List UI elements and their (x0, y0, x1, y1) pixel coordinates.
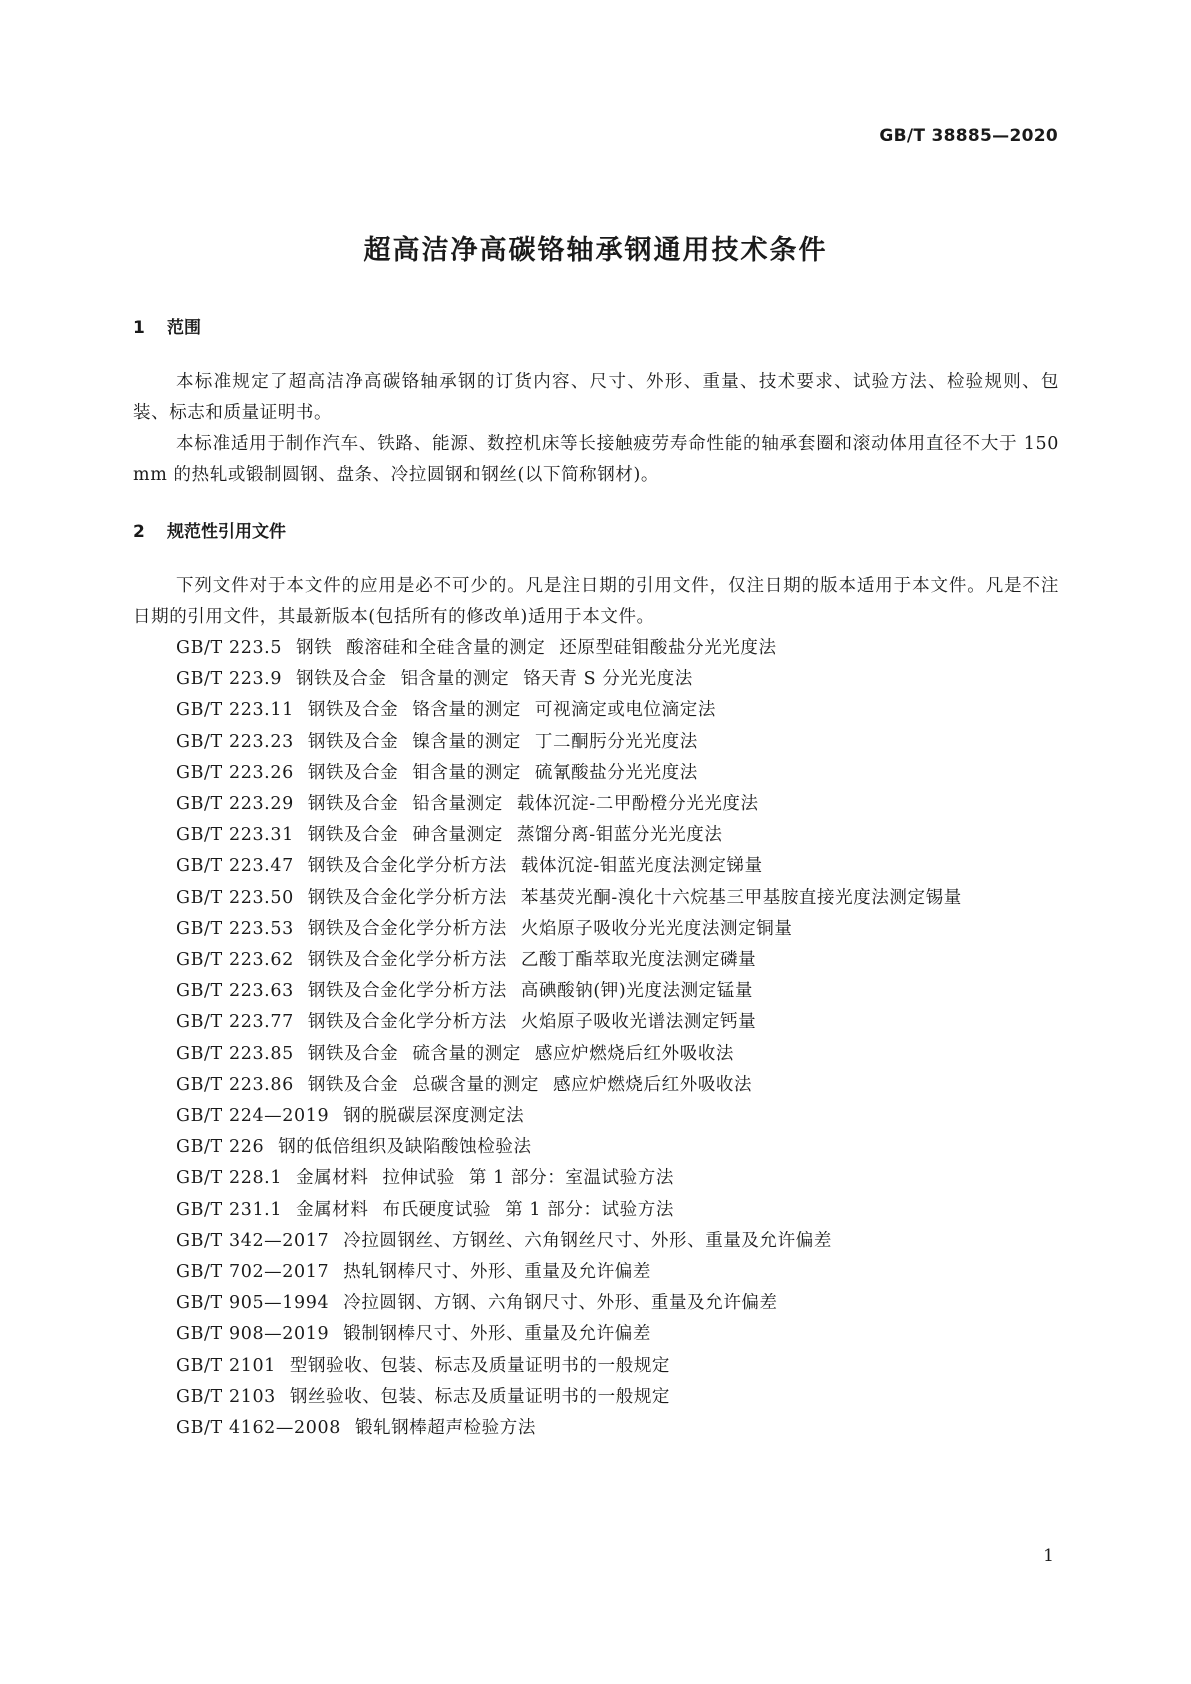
reference-title-part: 热轧钢棒尺寸、外形、重量及允许偏差 (343, 1262, 651, 1283)
section-title: 规范性引用文件 (167, 522, 286, 542)
paragraph: 本标准规定了超高洁净高碳铬轴承钢的订货内容、尺寸、外形、重量、技术要求、试验方法、检验规则、包装、标志和质量证明书。 (133, 372, 1059, 423)
reference-title-part: 钢铁及合金化学分析方法 (307, 981, 507, 1002)
reference-code: GB/T 223.11 (176, 700, 294, 721)
page-number: 1 (1043, 1546, 1054, 1566)
reference-title-part: 苯基荧光酮-溴化十六烷基三甲基胺直接光度法测定锡量 (520, 887, 962, 908)
reference-title-part: 总碳含量的测定 (412, 1074, 540, 1095)
reference-title-part: 钢的脱碳层深度测定法 (343, 1106, 525, 1127)
reference-item (133, 976, 1059, 1007)
reference-title-part: 铝含量的测定 (400, 669, 510, 690)
reference-code: GB/T 223.9 (176, 669, 283, 690)
reference-title-part: 钢铁及合金化学分析方法 (307, 1012, 507, 1033)
reference-code: GB/T 223.50 (176, 887, 294, 908)
reference-code: GB/T 223.53 (176, 918, 294, 939)
reference-title-part: 载体沉淀-钼蓝光度法测定锑量 (520, 856, 763, 877)
reference-title-part: 丁二酮肟分光光度法 (534, 731, 698, 752)
reference-item (133, 1319, 1059, 1350)
reference-title-part: 硫氰酸盐分光光度法 (534, 762, 698, 783)
reference-code: GB/T 2103 (176, 1386, 276, 1407)
reference-item (133, 883, 1059, 914)
reference-title-part: 钢铁及合金化学分析方法 (307, 856, 507, 877)
reference-title-part: 钢铁 (296, 638, 333, 658)
reference-title-part: 铅含量测定 (412, 794, 503, 815)
paragraph: 本标准适用于制作汽车、铁路、能源、数控机床等长接触疲劳寿命性能的轴承套圈和滚动体用直径不大于 150 mm 的热轧或锻制圆钢、盘条、冷拉圆钢和钢丝(以下简称钢材)。 (133, 434, 1059, 485)
reference-title-part: 钢铁及合金 (307, 762, 399, 783)
reference-code: GB/T 226 (176, 1137, 265, 1158)
reference-title-part: 钢丝验收、包装、标志及质量证明书的一般规定 (289, 1386, 671, 1407)
reference-code: GB/T 223.63 (176, 981, 294, 1002)
reference-code: GB/T 228.1 (176, 1168, 283, 1189)
reference-item (133, 1070, 1059, 1101)
reference-title-part: 拉伸试验 (382, 1168, 455, 1189)
reference-item (133, 1039, 1059, 1070)
reference-code: GB/T 223.23 (176, 731, 294, 752)
reference-title-part: 可视滴定或电位滴定法 (534, 700, 716, 721)
reference-title-part: 酸溶硅和全硅含量的测定 (346, 638, 546, 658)
reference-title-part: 载体沉淀-二甲酚橙分光光度法 (516, 794, 759, 815)
reference-code: GB/T 905—1994 (176, 1293, 330, 1314)
reference-title-part: 钢铁及合金 (307, 1074, 399, 1095)
reference-item (133, 664, 1059, 695)
reference-code: GB/T 223.31 (176, 825, 294, 846)
reference-item (133, 789, 1059, 820)
reference-code: GB/T 223.26 (176, 762, 294, 783)
reference-title-part: 钢铁及合金化学分析方法 (307, 918, 507, 939)
reference-item (133, 914, 1059, 945)
reference-title-part: 钢铁及合金 (296, 669, 387, 690)
reference-item (133, 1163, 1059, 1194)
reference-item (133, 758, 1059, 789)
standard-code: GB/T 38885—2020 (879, 126, 1058, 146)
reference-code: GB/T 223.29 (176, 794, 294, 815)
reference-item (133, 1132, 1059, 1163)
reference-title-part: 高碘酸钠(钾)光度法测定锰量 (520, 981, 753, 1002)
section-number: 1 (133, 318, 145, 338)
reference-item (133, 1101, 1059, 1132)
reference-item (133, 820, 1059, 851)
reference-code: GB/T 223.86 (176, 1074, 294, 1095)
reference-list (133, 633, 1059, 1444)
reference-code: GB/T 2101 (176, 1355, 276, 1376)
section-number: 2 (133, 522, 145, 542)
reference-title-part: 钢铁及合金化学分析方法 (307, 950, 507, 971)
reference-item (133, 633, 1059, 664)
reference-code: GB/T 223.62 (176, 950, 294, 971)
reference-item (133, 695, 1059, 726)
reference-title-part: 钢铁及合金 (307, 794, 399, 815)
reference-title-part: 砷含量测定 (412, 825, 503, 846)
reference-code: GB/T 4162—2008 (176, 1418, 341, 1439)
reference-title-part: 还原型硅钼酸盐分光光度法 (559, 638, 777, 658)
reference-title-part: 火焰原子吸收分光光度法测定铜量 (520, 918, 793, 939)
reference-code: GB/T 224—2019 (176, 1106, 330, 1127)
reference-title-part: 金属材料 (296, 1199, 369, 1220)
reference-code: GB/T 702—2017 (176, 1262, 330, 1283)
reference-item (133, 1195, 1059, 1226)
reference-item (133, 1413, 1059, 1444)
reference-title-part: 镍含量的测定 (412, 731, 521, 752)
section-heading-scope (133, 313, 201, 338)
section-heading-normative-references (133, 517, 286, 542)
reference-title-part: 感应炉燃烧后红外吸收法 (553, 1074, 753, 1095)
reference-title-part: 钢铁及合金 (307, 731, 399, 752)
reference-title-part: 金属材料 (296, 1168, 369, 1189)
reference-item (133, 945, 1059, 976)
reference-item (133, 1288, 1059, 1319)
reference-item (133, 851, 1059, 882)
reference-title-part: 钢的低倍组织及缺陷酸蚀检验法 (278, 1137, 532, 1158)
reference-code: GB/T 223.47 (176, 856, 294, 877)
reference-code: GB/T 342—2017 (176, 1230, 330, 1251)
reference-item (133, 1257, 1059, 1288)
reference-title-part: 钢铁及合金 (307, 825, 399, 846)
document-title: 超高洁净高碳铬轴承钢通用技术条件 (363, 235, 828, 266)
reference-title-part: 第 1 部分：试验方法 (505, 1199, 674, 1220)
reference-title-part: 冷拉圆钢丝、方钢丝、六角钢丝尺寸、外形、重量及允许偏差 (343, 1230, 832, 1251)
reference-code: GB/T 223.5 (176, 638, 283, 658)
reference-title-part: 铬含量的测定 (412, 700, 521, 721)
reference-title-part: 乙酸丁酯萃取光度法测定磷量 (520, 950, 757, 971)
reference-title-part: 冷拉圆钢、方钢、六角钢尺寸、外形、重量及允许偏差 (343, 1293, 778, 1314)
reference-title-part: 钢铁及合金 (307, 1043, 399, 1064)
reference-item (133, 1382, 1059, 1413)
reference-item (133, 1226, 1059, 1257)
section-title: 范围 (167, 318, 201, 338)
reference-code: GB/T 231.1 (176, 1199, 283, 1220)
reference-title-part: 硫含量的测定 (412, 1043, 521, 1064)
reference-title-part: 铬天青 S 分光光度法 (523, 669, 693, 690)
reference-item (133, 727, 1059, 758)
reference-title-part: 钢铁及合金 (307, 700, 399, 721)
reference-code: GB/T 908—2019 (176, 1324, 330, 1345)
reference-title-part: 钢铁及合金化学分析方法 (307, 887, 507, 908)
reference-code: GB/T 223.85 (176, 1043, 294, 1064)
reference-title-part: 蒸馏分离-钼蓝分光光度法 (516, 825, 723, 846)
reference-item (133, 1007, 1059, 1038)
reference-title-part: 布氏硬度试验 (382, 1199, 492, 1220)
reference-title-part: 型钢验收、包装、标志及质量证明书的一般规定 (289, 1355, 671, 1376)
reference-title-part: 第 1 部分：室温试验方法 (468, 1168, 674, 1189)
reference-code: GB/T 223.77 (176, 1012, 294, 1033)
reference-title-part: 钼含量的测定 (412, 762, 521, 783)
paragraph: 下列文件对于本文件的应用是必不可少的。凡是注日期的引用文件，仅注日期的版本适用于本文件。凡是不注日期的引用文件，其最新版本(包括所有的修改单)适用于本文件。 (133, 576, 1059, 627)
reference-title-part: 锻轧钢棒超声检验方法 (354, 1418, 536, 1439)
reference-title-part: 火焰原子吸收光谱法测定钙量 (520, 1012, 757, 1033)
reference-item (133, 1351, 1059, 1382)
reference-title-part: 感应炉燃烧后红外吸收法 (534, 1043, 735, 1064)
reference-title-part: 锻制钢棒尺寸、外形、重量及允许偏差 (343, 1324, 651, 1345)
